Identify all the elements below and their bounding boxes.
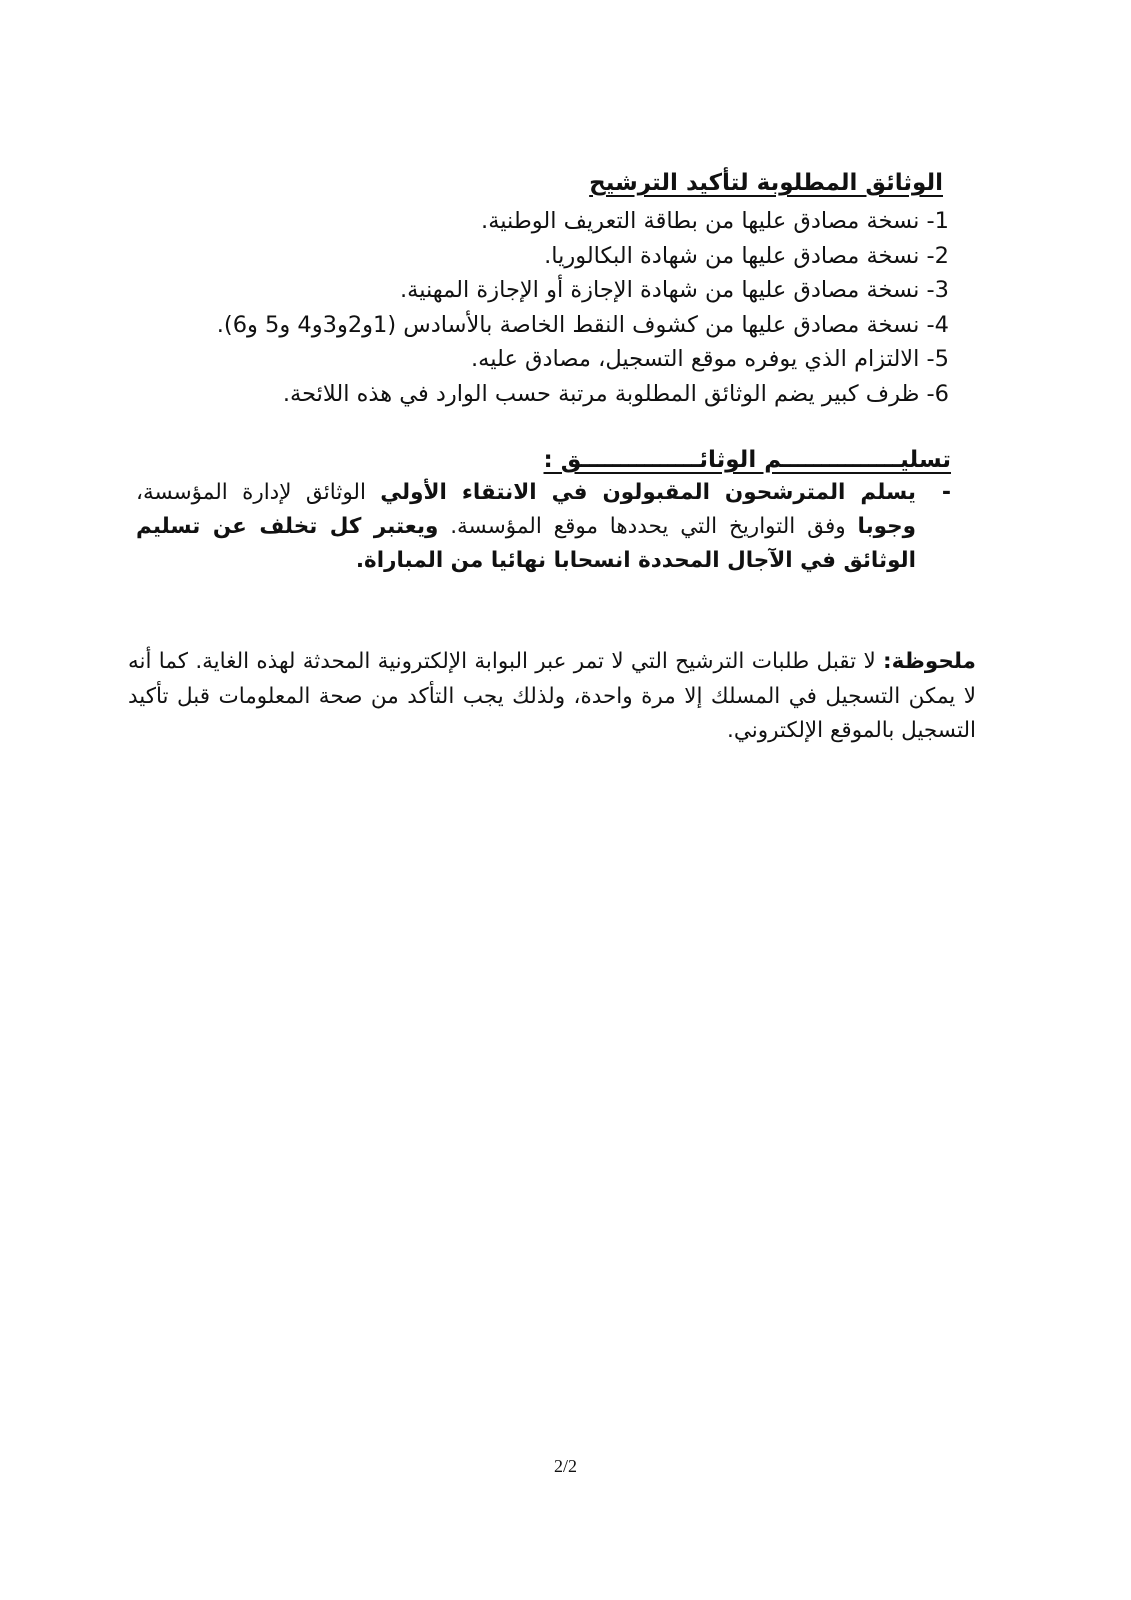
list-item: 4- نسخة مصادق عليها من كشوف النقط الخاصة بالأسادس (1و2و3و4 و5 و6). [216, 311, 949, 338]
list-item: 3- نسخة مصادق عليها من شهادة الإجازة أو الإجازة المهنية. [400, 277, 949, 303]
list-item: 5- الالتزام الذي يوفره موقع التسجيل، مصادق عليه. [471, 346, 949, 372]
list-item: 1- نسخة مصادق عليها من بطاقة التعريف الوطنية. [481, 208, 949, 234]
delivery-text: وفق التواريخ التي يحددها موقع المؤسسة. [438, 514, 858, 539]
note-text: لا تقبل طلبات الترشيح التي لا تمر عبر البوابة الإلكترونية المحدثة لهذه الغاية. كما أنه لا يمكن التسجيل في المسلك إلا مرة واحدة، ولذلك يجب التأكد من صحة المعلومات قبل تأكيد التسجيل بالموقع الإلكتروني. [128, 649, 976, 743]
delivery-text-bold: ويعتبر كل تخلف عن تسليم الوثائق في الآجال المحددة انسحابا نهائيا من المباراة. [136, 514, 916, 573]
delivery-text-bold: وجوبا [857, 514, 916, 539]
page-number: 2/2 [553, 1456, 577, 1476]
delivery-bullet: - [941, 480, 951, 505]
list-item: 2- نسخة مصادق عليها من شهادة البكالوريا. [544, 242, 949, 269]
list-item: 6- ظرف كبير يضم الوثائق المطلوبة مرتبة حسب الوارد في هذه اللائحة. [282, 380, 949, 407]
delivery-text-bold: يسلم المترشحون المقبولون في الانتقاء الأولي [380, 480, 916, 505]
required-documents-title: الوثائق المطلوبة لتأكيد الترشيح [589, 170, 943, 196]
note-label: ملحوظة: [883, 649, 976, 674]
delivery-text: الوثائق لإدارة المؤسسة، [136, 480, 381, 505]
document-delivery-paragraph [136, 476, 916, 578]
note-paragraph [128, 645, 976, 749]
required-documents-list [217, 204, 949, 411]
document-delivery-title: تسليـــــــــــــــم الوثائـــــــــــــــق : [543, 447, 951, 473]
